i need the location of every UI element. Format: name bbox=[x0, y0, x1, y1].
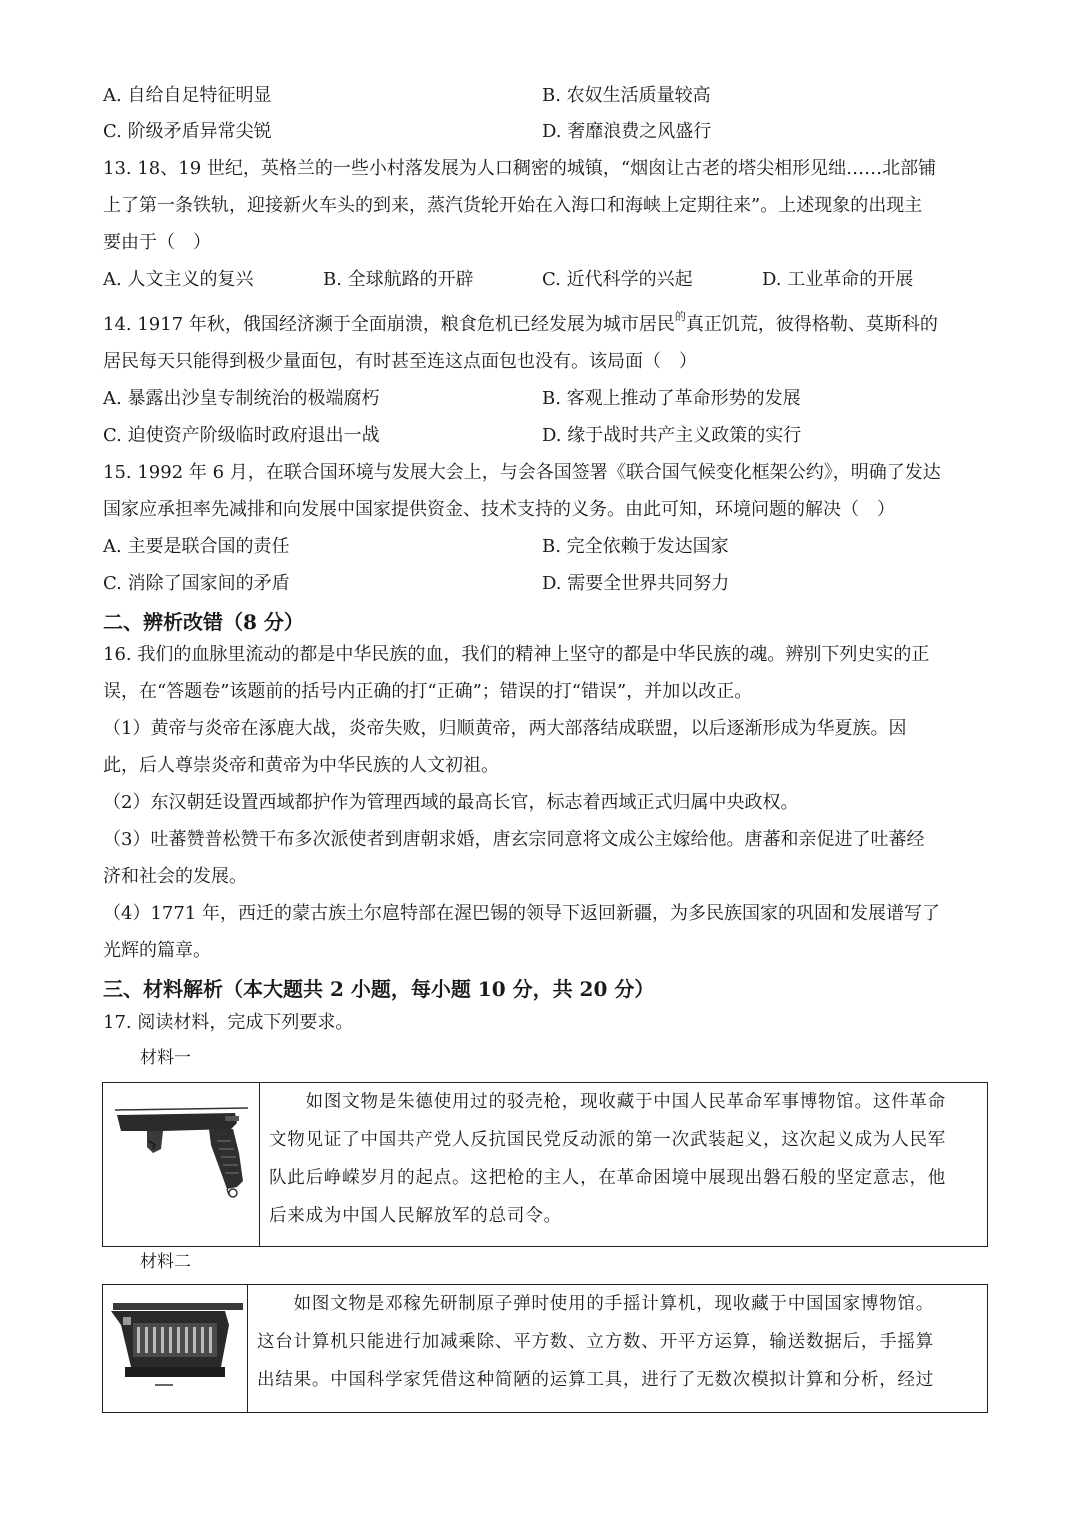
q16-line-1: 16. 我们的血脉里流动的都是中华民族的血，我们的精神上坚守的都是中华民族的魂。辨别下列史实的正 bbox=[103, 644, 930, 665]
section-2-title: 二、辨析改错（8 分） bbox=[103, 610, 304, 634]
q13-option-c: C. 近代科学的兴起 bbox=[542, 269, 693, 290]
q14-line-2: 居民每天只能得到极少量面包，有时甚至连这点面包也没有。该局面（ ） bbox=[103, 351, 697, 372]
q15-line-1: 15. 1992 年 6 月，在联合国环境与发展大会上，与会各国签署《联合国气候变化框架公约》，明确了发达 bbox=[103, 462, 941, 483]
section-3-title: 三、材料解析（本大题共 2 小题，每小题 10 分，共 20 分） bbox=[103, 977, 655, 1001]
q15-option-a: A. 主要是联合国的责任 bbox=[103, 536, 290, 557]
material-2-box bbox=[102, 1284, 988, 1413]
q13-line-3: 要由于（ ） bbox=[103, 232, 211, 253]
pistol-image bbox=[103, 1083, 257, 1245]
material-2-line-1: 如图文物是邓稼先研制原子弹时使用的手摇计算机，现收藏于中国国家博物馆。 bbox=[257, 1294, 935, 1314]
material-2-line-2: 这台计算机只能进行加减乘除、平方数、立方数、开平方运算，输送数据后，手摇算 bbox=[257, 1332, 935, 1352]
q15-option-b: B. 完全依赖于发达国家 bbox=[542, 536, 729, 557]
q14-line-1-sup: 的 bbox=[674, 310, 686, 323]
q16-line-5: （2）东汉朝廷设置西域都护作为管理西域的最高长官，标志着西域正式归属中央政权。 bbox=[103, 792, 799, 813]
q16-line-9: 光辉的篇章。 bbox=[103, 940, 211, 961]
material-1-line-1: 如图文物是朱德使用过的驳壳枪，现收藏于中国人民革命军事博物馆。这件革命 bbox=[269, 1092, 947, 1112]
q15-option-c: C. 消除了国家间的矛盾 bbox=[103, 573, 290, 594]
q14-option-d: D. 缘于战时共产主义政策的实行 bbox=[542, 425, 802, 446]
q13-line-2: 上了第一条铁轨，迎接新火车头的到来，蒸汽货轮开始在入海口和海峡上定期往来”。上述现象的出现主 bbox=[103, 195, 923, 216]
material-1-box bbox=[102, 1082, 988, 1247]
q16-line-4: 此，后人尊崇炎帝和黄帝为中华民族的人文初祖。 bbox=[103, 755, 499, 776]
q16-line-7: 济和社会的发展。 bbox=[103, 866, 247, 887]
q14-option-a: A. 暴露出沙皇专制统治的极端腐朽 bbox=[103, 388, 380, 409]
material-1-line-3: 队此后峥嵘岁月的起点。这把枪的主人，在革命困境中展现出磐石般的坚定意志，他 bbox=[269, 1168, 947, 1188]
q15-line-2: 国家应承担率先减排和向发展中国家提供资金、技术支持的义务。由此可知，环境问题的解决（ ） bbox=[103, 499, 895, 520]
q13-line-1: 13. 18、19 世纪，英格兰的一些小村落发展为人口稠密的城镇，“烟囱让古老的塔尖相形见绌……北部铺 bbox=[103, 158, 937, 179]
q16-line-2: 误，在“答题卷”该题前的括号内正确的打“正确”；错误的打“错误”，并加以改正。 bbox=[103, 681, 753, 702]
q12-option-b: B. 农奴生活质量较高 bbox=[542, 85, 711, 106]
q14-line-1-after: 真正饥荒，彼得格勒、莫斯科的 bbox=[685, 314, 938, 335]
q13-option-a: A. 人文主义的复兴 bbox=[103, 269, 254, 290]
q16-line-6: （3）吐蕃赞普松赞干布多次派使者到唐朝求婚，唐玄宗同意将文成公主嫁给他。唐蕃和亲促进了吐蕃经 bbox=[103, 829, 925, 850]
material-1-line-2: 文物见证了中国共产党人反抗国民党反动派的第一次武装起义，这次起义成为人民军 bbox=[269, 1130, 947, 1150]
q13-option-d: D. 工业革命的开展 bbox=[762, 269, 914, 290]
q14-line-1 bbox=[103, 310, 938, 339]
material-2-image-cell bbox=[103, 1285, 248, 1412]
material-2-text bbox=[257, 1285, 981, 1399]
q12-option-d: D. 奢靡浪费之风盛行 bbox=[542, 121, 712, 142]
material-2-caption: 材料二 bbox=[140, 1252, 191, 1272]
q12-option-a: A. 自给自足特征明显 bbox=[103, 85, 272, 106]
q14-line-1-before: 14. 1917 年秋，俄国经济濒于全面崩溃，粮食危机已经发展为城市居民 bbox=[103, 314, 675, 335]
material-1-caption: 材料一 bbox=[140, 1048, 191, 1068]
hand-crank-calculator-image bbox=[103, 1285, 245, 1411]
material-1-line-4: 后来成为中国人民解放军的总司令。 bbox=[269, 1206, 562, 1226]
q16-line-3: （1）黄帝与炎帝在涿鹿大战，炎帝失败，归顺黄帝，两大部落结成联盟，以后逐渐形成为华夏族。因 bbox=[103, 718, 907, 739]
q16-line-8: （4）1771 年，西迁的蒙古族土尔扈特部在渥巴锡的领导下返回新疆，为多民族国家的巩固和发展谱写了 bbox=[103, 903, 940, 924]
q14-option-b: B. 客观上推动了革命形势的发展 bbox=[542, 388, 801, 409]
material-2-line-3: 出结果。中国科学家凭借这种简陋的运算工具，进行了无数次模拟计算和分析，经过 bbox=[257, 1370, 935, 1390]
q15-option-d: D. 需要全世界共同努力 bbox=[542, 573, 730, 594]
q12-option-c: C. 阶级矛盾异常尖锐 bbox=[103, 121, 272, 142]
material-1-text bbox=[269, 1083, 981, 1235]
q17-prompt: 17. 阅读材料，完成下列要求。 bbox=[103, 1012, 354, 1033]
q14-option-c: C. 迫使资产阶级临时政府退出一战 bbox=[103, 425, 380, 446]
q13-option-b: B. 全球航路的开辟 bbox=[323, 269, 474, 290]
material-1-image-cell bbox=[103, 1083, 260, 1246]
